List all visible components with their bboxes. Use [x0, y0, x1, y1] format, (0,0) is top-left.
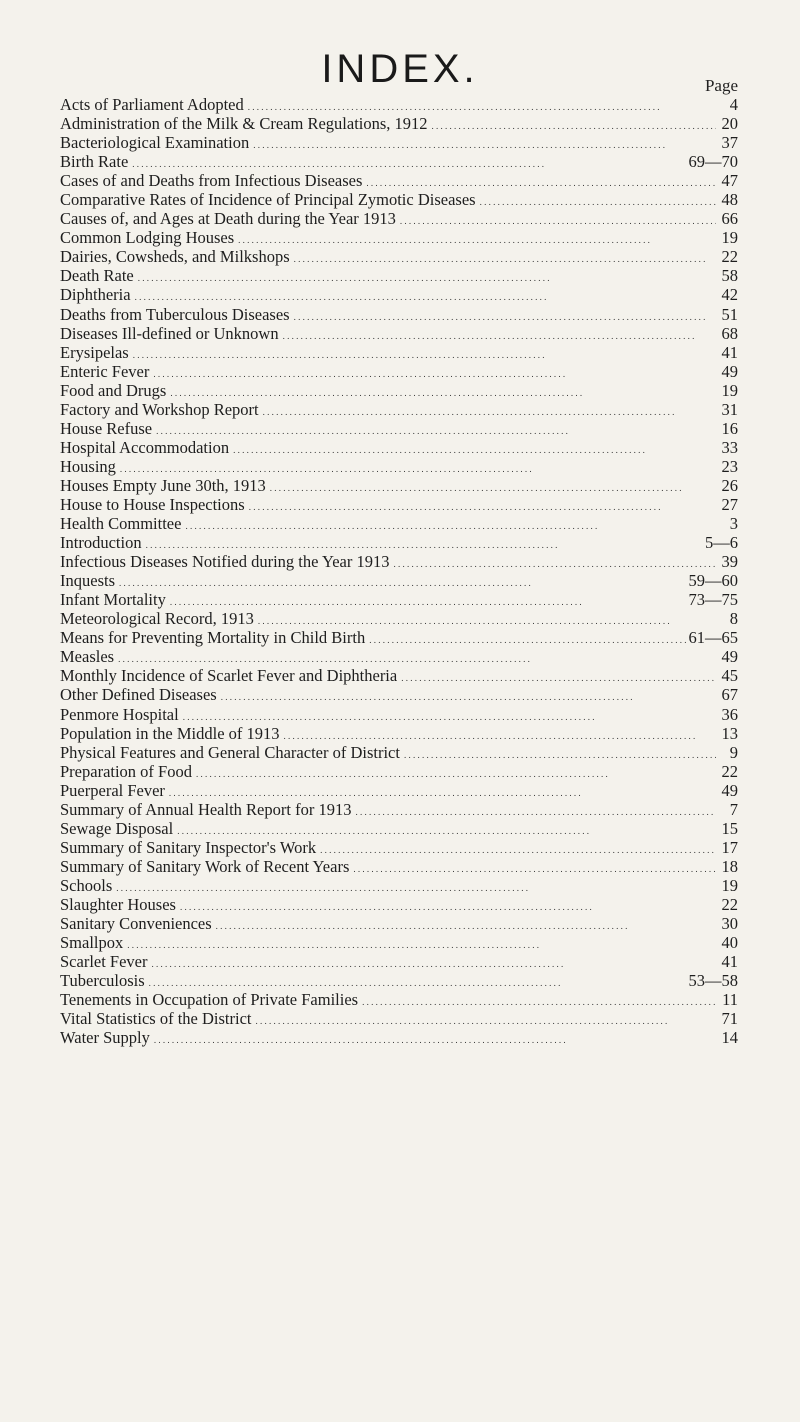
index-entry-page: 18 [721, 856, 738, 876]
index-entry-label: Summary of Sanitary Work of Recent Years [60, 856, 350, 876]
dot-leader [254, 609, 716, 628]
index-entry [60, 857, 738, 876]
dot-leader [428, 114, 716, 133]
index-entry-page: 49 [721, 647, 738, 667]
index-entry-page: 71 [721, 1009, 738, 1029]
index-entry-label: Bacteriological Examination [60, 133, 250, 153]
index-entry-label: Housing [60, 456, 116, 476]
dot-leader [389, 552, 716, 571]
index-entry-label: Monthly Incidence of Scarlet Fever and Diphtheria [60, 666, 398, 686]
dot-leader [179, 705, 716, 724]
index-entry-label: Smallpox [60, 933, 124, 953]
dot-leader [173, 819, 716, 838]
dot-leader [290, 305, 716, 324]
index-entry-label: Tenements in Occupation of Private Families [60, 990, 359, 1010]
index-entry-page: 15 [721, 818, 738, 838]
index-entry-label: Means for Preventing Mortality in Child Birth [60, 628, 366, 648]
index-entry [60, 628, 738, 647]
index-entry-page: 41 [721, 342, 738, 362]
dot-leader [150, 1028, 716, 1047]
index-entry-page: 36 [721, 704, 738, 724]
index-entry-label: Food and Drugs [60, 380, 167, 400]
index-entry-page: 11 [722, 990, 738, 1010]
index-entry [60, 114, 738, 133]
dot-leader [316, 838, 716, 857]
index-entry-label: Death Rate [60, 266, 134, 286]
index-entry-label: Factory and Workshop Report [60, 399, 259, 419]
index-list [60, 95, 738, 1047]
dot-leader [176, 895, 716, 914]
index-entry-page: 4 [729, 95, 738, 114]
index-entry-page: 49 [721, 780, 738, 800]
index-entry-label: Physical Features and General Character of District [60, 742, 400, 762]
index-entry-label: Cases of and Deaths from Infectious Diseases [60, 171, 363, 191]
index-entry [60, 247, 738, 266]
index-entry-label: Scarlet Fever [60, 952, 148, 972]
page-column-header: Page [704, 76, 738, 95]
index-entry-page: 22 [721, 247, 738, 267]
index-entry-label: Preparation of Food [60, 761, 192, 781]
index-entry-label: Birth Rate [60, 152, 129, 172]
index-entry [60, 933, 738, 952]
index-entry [60, 266, 738, 285]
index-entry-label: Summary of Annual Health Report for 1913 [60, 799, 352, 819]
index-entry [60, 533, 738, 552]
index-entry-page: 51 [721, 304, 738, 324]
index-entry-label: Common Lodging Houses [60, 228, 235, 248]
index-entry-page: 53—58 [688, 971, 738, 991]
index-entry [60, 971, 738, 990]
index-entry-label: House to House Inspections [60, 494, 245, 514]
dot-leader [476, 190, 716, 209]
index-entry-page: 23 [721, 456, 738, 476]
index-entry-page: 20 [721, 114, 738, 134]
index-entry-label: Sanitary Conveniences [60, 914, 212, 934]
dot-leader [229, 438, 716, 457]
index-entry-page: 13 [721, 723, 738, 743]
dot-leader [251, 1009, 716, 1028]
index-entry-label: Administration of the Milk & Cream Regulations, 1912 [60, 114, 428, 134]
index-entry-page: 40 [721, 933, 738, 953]
index-entry-label: Puerperal Fever [60, 780, 165, 800]
index-entry-page: 27 [721, 494, 738, 514]
index-entry-label: Tuberculosis [60, 971, 145, 991]
index-entry [60, 419, 738, 438]
index-entry [60, 724, 738, 743]
dot-leader [131, 285, 716, 304]
dot-leader [212, 914, 716, 933]
dot-leader [396, 209, 716, 228]
index-entry [60, 781, 738, 800]
dot-leader [166, 590, 689, 609]
dot-leader [358, 990, 716, 1009]
index-entry-page: 14 [721, 1028, 738, 1048]
index-entry-label: Water Supply [60, 1028, 150, 1048]
index-entry-page: 69—70 [688, 152, 738, 172]
index-entry [60, 343, 738, 362]
dot-leader [400, 743, 716, 762]
index-entry-label: Meteorological Record, 1913 [60, 609, 254, 629]
dot-leader [142, 533, 705, 552]
index-entry-label: Infant Mortality [60, 590, 166, 610]
index-entry-page: 45 [721, 666, 738, 686]
index-entry-page: 19 [721, 228, 738, 248]
index-entry [60, 190, 738, 209]
index-entry-label: Enteric Fever [60, 361, 150, 381]
index-entry-label: Houses Empty June 30th, 1913 [60, 475, 266, 495]
index-entry-label: Inquests [60, 571, 115, 591]
index-entry-page: 8 [729, 609, 738, 629]
index-entry-page: 22 [721, 761, 738, 781]
index-entry-page: 37 [721, 133, 738, 153]
index-entry-page: 33 [721, 437, 738, 457]
index-entry-label: Population in the Middle of 1913 [60, 723, 280, 743]
index-entry [60, 914, 738, 933]
dot-leader [152, 419, 716, 438]
dot-leader [351, 800, 716, 819]
index-entry [60, 552, 738, 571]
index-entry [60, 152, 738, 171]
index-entry-label: Summary of Sanitary Inspector's Work [60, 837, 317, 857]
index-entry-page: 41 [721, 952, 738, 972]
index-entry [60, 800, 738, 819]
dot-leader [349, 857, 716, 876]
index-entry-label: Measles [60, 647, 115, 667]
index-entry [60, 1028, 738, 1047]
index-entry [60, 666, 738, 685]
index-entry [60, 362, 738, 381]
index-entry-page: 66 [721, 209, 738, 229]
index-entry-page: 31 [721, 399, 738, 419]
index-entry [60, 476, 738, 495]
index-entry-page: 17 [721, 837, 738, 857]
dot-leader [365, 628, 688, 647]
index-entry-label: House Refuse [60, 418, 153, 438]
index-entry [60, 876, 738, 895]
index-entry [60, 609, 738, 628]
index-entry [60, 495, 738, 514]
index-entry-label: Penmore Hospital [60, 704, 179, 724]
dot-leader [249, 133, 716, 152]
dot-leader [128, 152, 688, 171]
index-entry-page: 48 [721, 190, 738, 210]
index-entry-page: 5—6 [705, 533, 738, 553]
dot-leader [279, 324, 716, 343]
index-entry-label: Causes of, and Ages at Death during the Year 1913 [60, 209, 396, 229]
index-entry-page: 26 [721, 475, 738, 495]
index-entry [60, 743, 738, 762]
dot-leader [245, 495, 716, 514]
dot-leader [145, 971, 689, 990]
index-entry-page: 19 [721, 875, 738, 895]
dot-leader [362, 171, 716, 190]
index-entry-label: Infectious Diseases Notified during the Year 1913 [60, 552, 390, 572]
dot-leader [115, 571, 689, 590]
index-entry-label: Dairies, Cowsheds, and Milkshops [60, 247, 290, 267]
index-entry [60, 438, 738, 457]
dot-leader [280, 724, 716, 743]
index-entry-label: Hospital Accommodation [60, 437, 230, 457]
index-entry-label: Acts of Parliament Adopted [60, 95, 244, 114]
index-entry-page: 58 [721, 266, 738, 286]
index-entry-label: Diseases Ill-defined or Unknown [60, 323, 279, 343]
index-entry-page: 16 [721, 418, 738, 438]
index-entry-page: 59—60 [688, 571, 738, 591]
dot-leader [217, 685, 716, 704]
index-entry-label: Deaths from Tuberculous Diseases [60, 304, 290, 324]
index-entry [60, 685, 738, 704]
index-entry [60, 647, 738, 666]
index-entry-label: Sewage Disposal [60, 818, 174, 838]
index-entry [60, 285, 738, 304]
index-entry-label: Other Defined Diseases [60, 685, 217, 705]
index-entry-page: 73—75 [688, 590, 738, 610]
dot-leader [244, 95, 716, 114]
index-entry [60, 209, 738, 228]
dot-leader [266, 476, 716, 495]
index-entry-page: 67 [721, 685, 738, 705]
index-entry-page: 39 [721, 552, 738, 572]
index-entry-page: 49 [721, 361, 738, 381]
index-entry-label: Erysipelas [60, 342, 129, 362]
index-entry [60, 381, 738, 400]
dot-leader [259, 400, 716, 419]
dot-leader [166, 381, 716, 400]
dot-leader [114, 647, 716, 666]
index-entry-page: 42 [721, 285, 738, 305]
index-entry-page: 3 [729, 514, 738, 534]
index-entry [60, 514, 738, 533]
index-entry-page: 61—65 [688, 628, 738, 648]
index-entry-label: Comparative Rates of Incidence of Principal Zymotic Diseases [60, 190, 476, 210]
index-entry [60, 400, 738, 419]
index-entry [60, 952, 738, 971]
index-entry-label: Vital Statistics of the District [60, 1009, 252, 1029]
page-title: INDEX. [321, 47, 479, 91]
index-entry [60, 1009, 738, 1028]
index-entry [60, 705, 738, 724]
dot-leader [148, 952, 716, 971]
dot-leader [123, 933, 716, 952]
index-entry-label: Slaughter Houses [60, 894, 176, 914]
index-entry-label: Schools [60, 875, 113, 895]
dot-leader [181, 514, 716, 533]
index-entry [60, 228, 738, 247]
index-entry-page: 30 [721, 914, 738, 934]
dot-leader [149, 362, 716, 381]
dot-leader [192, 762, 716, 781]
index-entry [60, 95, 738, 114]
index-entry [60, 324, 738, 343]
index-entry [60, 838, 738, 857]
index-entry [60, 762, 738, 781]
dot-leader [112, 876, 716, 895]
index-entry-label: Diphtheria [60, 285, 131, 305]
dot-leader [129, 343, 716, 362]
index-entry [60, 990, 738, 1009]
index-entry-page: 68 [721, 323, 738, 343]
index-entry-page: 19 [721, 380, 738, 400]
dot-leader [290, 247, 716, 266]
index-entry-label: Health Committee [60, 514, 182, 534]
dot-leader [134, 266, 716, 285]
index-entry [60, 895, 738, 914]
index-entry [60, 133, 738, 152]
index-entry-page: 7 [729, 799, 738, 819]
index-entry [60, 819, 738, 838]
dot-leader [165, 781, 716, 800]
index-entry-page: 47 [721, 171, 738, 191]
index-entry [60, 305, 738, 324]
index-entry-page: 22 [721, 894, 738, 914]
dot-leader [234, 228, 716, 247]
index-entry [60, 171, 738, 190]
index-entry [60, 571, 738, 590]
index-entry [60, 590, 738, 609]
index-entry-label: Introduction [60, 533, 142, 553]
dot-leader [116, 457, 716, 476]
index-entry [60, 457, 738, 476]
dot-leader [397, 666, 716, 685]
index-entry-page: 9 [729, 742, 738, 762]
